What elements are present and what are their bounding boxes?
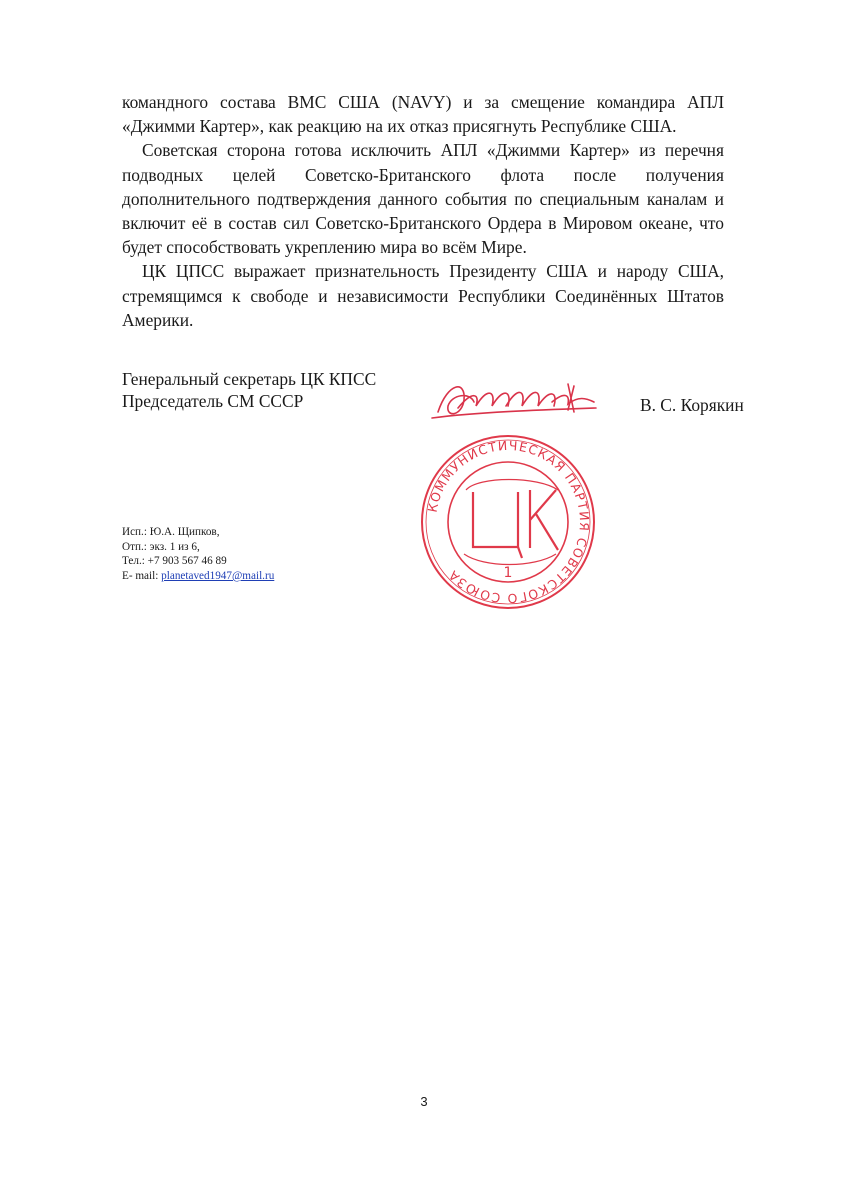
signatory-name: В. С. Корякин (640, 395, 744, 415)
contact-email-link[interactable]: planetaved1947@mail.ru (161, 569, 275, 582)
page-number: 3 (420, 1094, 428, 1109)
paragraph-2: Советская сторона готова исключить АПЛ «Джимми Картер» из перечня подводных целей Советско-Британского флота после получения дополнительного подтверждения данного события по специальным каналам и включит её в состав сил Советско-Британского Ордера в Мировом океане, что будет способствовать укреплению мира во всём Мире. (122, 140, 724, 258)
seal-rings (422, 436, 594, 608)
seal-monogram (464, 480, 558, 565)
signatory-title-line-2: Председатель СМ СССР (122, 391, 304, 411)
contact-executor: Исп.: Ю.А. Щипков, (122, 526, 220, 538)
contact-block (122, 525, 274, 583)
seal-number: 1 (503, 565, 513, 581)
handwritten-signature (432, 384, 596, 418)
paragraph-1: командного состава ВМС США (NAVY) и за смещение командира АПЛ «Джимми Картер», как реакцию на их отказ присягнуть Республике США. (122, 92, 724, 137)
signatory-title (122, 368, 376, 412)
seal-ring-text: КОММУНИСТИЧЕСКАЯ ПАРТИЯ СОВЕТСКОГО СОЮЗА (424, 437, 593, 607)
contact-email-label: E- mail: (122, 569, 162, 582)
contact-copies: Отп.: экз. 1 из 6, (122, 540, 200, 553)
contact-phone: Тел.: +7 903 567 46 89 (122, 555, 227, 568)
letter-body (122, 90, 724, 332)
party-seal (418, 372, 598, 612)
contact-email-line (122, 569, 274, 584)
paragraph-3: ЦК ЦПСС выражает признательность Президенту США и народу США, стремящимся к свободе и независимости Республики Соединённых Штатов Америки. (122, 261, 724, 330)
signatory-title-line-1: Генеральный секретарь ЦК КПСС (122, 369, 377, 389)
